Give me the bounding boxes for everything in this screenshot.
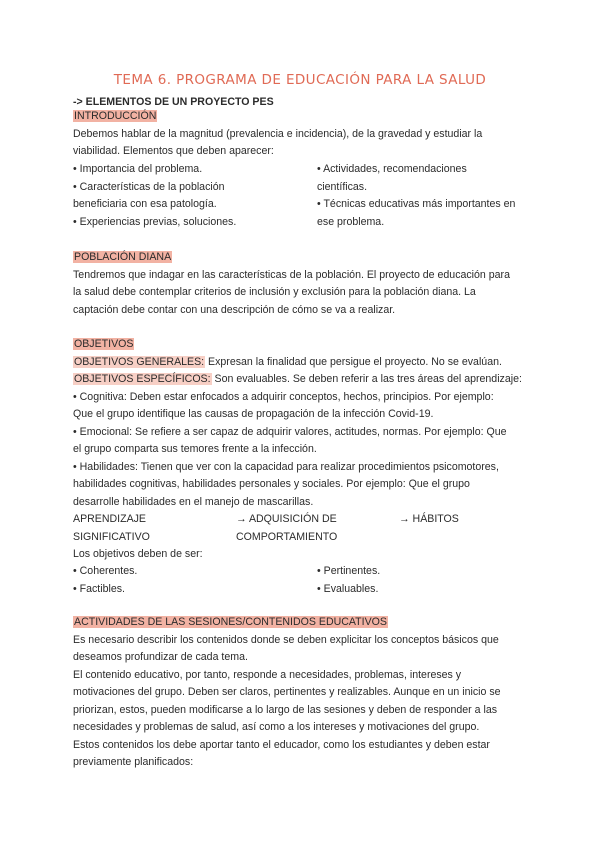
list-item: • Actividades, recomendaciones: [317, 163, 467, 175]
poblacion-section: [73, 249, 527, 319]
list-item: ese problema.: [317, 215, 385, 228]
page-title: TEMA 6. PROGRAMA DE EDUCACIÓN PARA LA SALUD: [113, 72, 487, 88]
actividades-text-line: motivaciones del grupo. Deben ser claros, pertinentes y realizables. Aunque en un inicio se: [73, 686, 501, 698]
actividades-text-line: El contenido educativo, por tanto, responde a necesidades, problemas, intereses y: [73, 668, 462, 681]
intro-heading: INTRODUCCIÓN: [74, 110, 157, 122]
objetivos-especificos-label: OBJETIVOS ESPECÍFICOS:: [74, 373, 211, 385]
actividades-text-line: priorizan, estos, pueden modificarse a lo largo de las sesiones y deben de responder a las: [73, 703, 498, 716]
list-item: • Experiencias previas, soluciones.: [73, 215, 237, 228]
list-item: • Evaluables.: [317, 582, 379, 595]
poblacion-text-line: captación debe contar con una descripción de cómo se va a realizar.: [73, 303, 396, 316]
aprendizaje-flow: [73, 511, 527, 547]
list-item: • Factibles.: [73, 582, 125, 595]
intro-section: [73, 108, 527, 161]
objetivos-generales-text: Expresan la finalidad que persigue el proyecto. No se evalúan.: [205, 355, 502, 368]
intro-list: [73, 161, 527, 233]
actividades-text-line: previamente planificados:: [73, 756, 194, 768]
intro-text-line: viabilidad. Elementos que deben aparecer:: [73, 145, 274, 157]
objetivos-generales-label: OBJETIVOS GENERALES:: [74, 355, 205, 368]
list-item: • Coherentes.: [73, 565, 138, 577]
actividades-section: [73, 614, 527, 772]
list-item: • Pertinentes.: [317, 565, 381, 577]
actividades-text-line: Estos contenidos los debe aportar tanto el educador, como los estudiantes y deben estar: [73, 738, 490, 751]
poblacion-text-line: la salud debe contemplar criterios de inclusión y exclusión para la población diana. La: [73, 286, 476, 298]
list-item: científicas.: [317, 180, 368, 193]
emocional-line: el grupo comparta sus temores frente a la infección.: [73, 443, 317, 455]
objetivos-requisitos: [73, 546, 527, 564]
flow-step: → ADQUISICIÓN DE: [236, 513, 337, 525]
intro-text-line: Debemos hablar de la magnitud (prevalencia e incidencia), de la gravedad y estudiar la: [73, 127, 483, 140]
section-subhead: -> ELEMENTOS DE UN PROYECTO PES: [73, 96, 274, 108]
cognitiva-line: • Cognitiva: Deben estar enfocados a adquirir conceptos, hechos, principios. Por ejemplo:: [73, 390, 494, 403]
flow-step: COMPORTAMIENTO: [236, 530, 338, 543]
objetivos-requisitos-list: [73, 563, 527, 599]
habilidades-line: • Habilidades: Tienen que ver con la capacidad para realizar procedimientos psicomotores,: [73, 460, 499, 473]
flow-step: → HÁBITOS: [399, 513, 459, 525]
actividades-text-line: Es necesario describir los contenidos donde se deben explicitar los conceptos básicos que: [73, 633, 499, 646]
actividades-text-line: necesidades y problemas de salud, así como a los intereses y motivaciones del grupo.: [73, 721, 480, 733]
list-item: • Técnicas educativas más importantes en: [317, 198, 516, 210]
flow-step: SIGNIFICATIVO: [73, 530, 150, 543]
list-item: beneficiaria con esa patología.: [73, 198, 217, 210]
objetivos-section: [73, 336, 527, 511]
actividades-heading: ACTIVIDADES DE LAS SESIONES/CONTENIDOS EDUCATIVOS: [74, 616, 387, 628]
objetivos-requisitos-intro: Los objetivos deben de ser:: [73, 548, 203, 560]
habilidades-line: desarrolle habilidades en el manejo de mascarillas.: [73, 495, 314, 508]
cognitiva-line: Que el grupo identifique las causas de propagación de la infección Covid-19.: [73, 408, 434, 420]
emocional-line: • Emocional: Se refiere a ser capaz de adquirir valores, actitudes, normas. Por ejemplo: Que: [73, 425, 507, 438]
objetivos-heading: OBJETIVOS: [74, 338, 134, 350]
flow-step: APRENDIZAJE: [73, 513, 146, 525]
actividades-text-line: deseamos profundizar de cada tema.: [73, 651, 248, 663]
poblacion-text-line: Tendremos que indagar en las características de la población. El proyecto de educación para: [73, 268, 510, 281]
poblacion-heading: POBLACIÓN DIANA: [74, 251, 172, 263]
objetivos-especificos-text: Son evaluables. Se deben referir a las tres áreas del aprendizaje:: [211, 373, 522, 385]
habilidades-line: habilidades cognitivas, habilidades personales y sociales. Por ejemplo: Que el grupo: [73, 478, 470, 490]
list-item: • Importancia del problema.: [73, 163, 203, 175]
list-item: • Características de la población: [73, 180, 225, 193]
